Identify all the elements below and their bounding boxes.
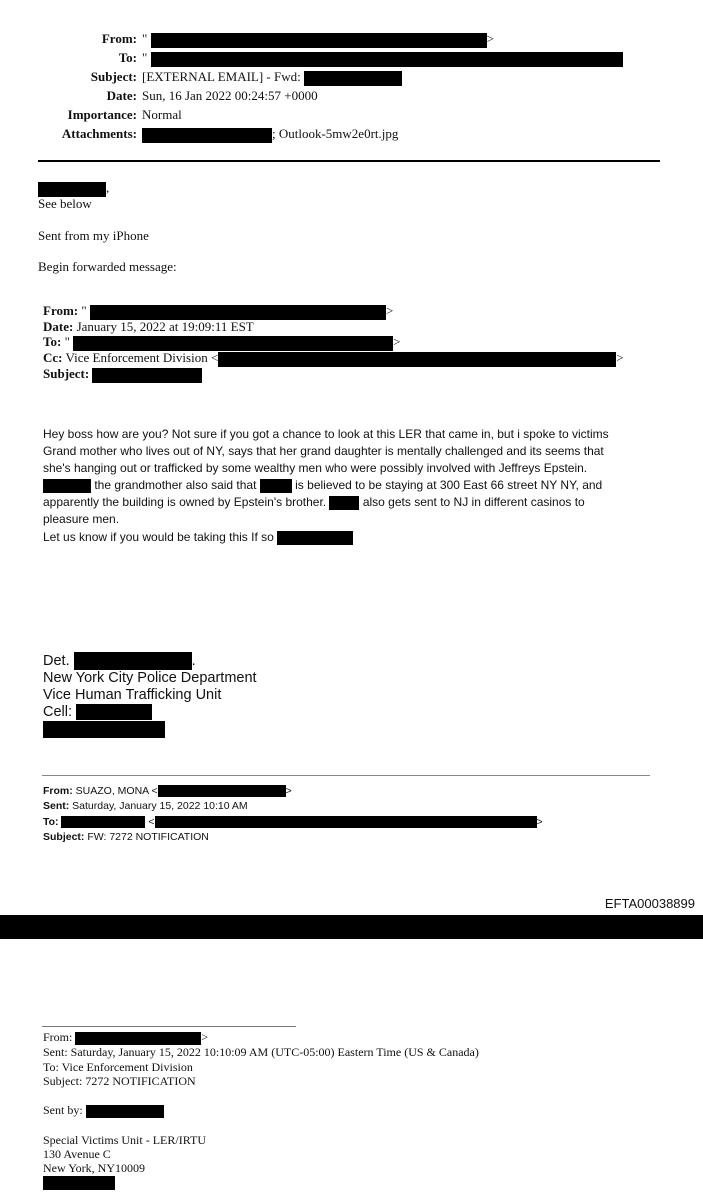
redaction (304, 71, 402, 86)
email3-sent (43, 800, 248, 812)
email4-address1: 130 Avenue C (43, 1147, 111, 1161)
fwd-subject-label: Subject: (43, 366, 90, 381)
subject-label: Subject: (90, 69, 137, 84)
fwd-date-label: Date: (43, 319, 74, 334)
body-text: apparently the building is owned by Epstein's brother. (43, 495, 327, 509)
to-quote: " (142, 50, 148, 65)
email4-from: From: > (43, 1030, 209, 1044)
sig-unit: Vice Human Trafficking Unit (43, 687, 222, 703)
email3-sent-value: Saturday, January 15, 2022 10:10 AM (72, 800, 248, 812)
redaction (76, 704, 152, 720)
body-line: Grand mother who lives out of NY, says that her grand daughter is mentally challenged and its seems that (43, 444, 604, 458)
body-text: also gets sent to NJ in different casinos to (362, 495, 585, 509)
body-line: she's hanging out or trafficked by some wealthy men who were possibly involved with Jeffreys Epstein. (43, 461, 588, 475)
fwd-date (43, 319, 254, 335)
attachments-label: Attachments: (61, 126, 137, 141)
email3-from-label: From: (43, 785, 73, 797)
body-line: Hey boss how are you? Not sure if you got a chance to look at this LER that came in, but i spoke to victims (43, 427, 609, 441)
email4-sent: Sent: Saturday, January 15, 2022 10:10:09 AM (UTC-05:00) Eastern Time (US & Canada) (43, 1045, 479, 1059)
fwd-subject (43, 366, 202, 383)
importance-value: Normal (142, 107, 182, 122)
fwd-cc: Cc: Vice Enforcement Division < > (43, 350, 624, 365)
header-divider (38, 160, 660, 162)
fwd-to-label: To: (43, 334, 62, 349)
redaction (43, 721, 165, 738)
redaction (38, 182, 106, 197)
from-label: From: (101, 31, 137, 46)
sig-cell-label: Cell: (43, 704, 73, 720)
redaction (92, 368, 202, 383)
body-line (43, 495, 585, 510)
body-line (43, 530, 353, 545)
redaction (73, 336, 393, 351)
redaction (75, 1032, 201, 1045)
date-value: Sun, 16 Jan 2022 00:24:57 +0000 (142, 88, 318, 103)
email4-sent-by (43, 1103, 164, 1118)
fwd-from: From: " > (43, 303, 394, 318)
redaction (142, 128, 272, 143)
email3-subject (43, 831, 209, 843)
email3-subject-label: Subject: (43, 831, 85, 843)
email4-from-label: From: (43, 1030, 73, 1044)
body-text: is believed to be staying at 300 East 66 street NY NY, and (295, 478, 603, 492)
redaction (61, 816, 145, 828)
sent-from: Sent from my iPhone (38, 228, 149, 243)
email4-address2: New York, NY10009 (43, 1161, 146, 1175)
redaction (158, 785, 286, 797)
begin-forwarded: Begin forwarded message: (38, 259, 177, 274)
redaction (155, 816, 537, 828)
email3-to-label: To: (43, 816, 59, 828)
fwd-from-label: From: (43, 303, 79, 318)
sig-name: Det. . (43, 652, 196, 669)
attachments-value (142, 126, 398, 143)
divider (42, 775, 650, 776)
email4-subject: Subject: 7272 NOTIFICATION (43, 1074, 196, 1088)
fwd-from-quote: " (81, 303, 87, 318)
importance-label: Importance: (67, 107, 137, 122)
from-quote: " (142, 31, 148, 46)
body-text: Let us know if you would be taking this If so (43, 530, 274, 544)
email3-from-value: SUAZO, MONA < (75, 785, 158, 797)
redaction (218, 352, 616, 367)
to-label: To: (118, 50, 137, 65)
subject-text: [EXTERNAL EMAIL] - Fwd: (142, 69, 301, 84)
sig-cell (43, 704, 152, 720)
from-value: " > (142, 31, 494, 46)
redaction (43, 1176, 115, 1190)
email4-unit: Special Victims Unit - LER/IRTU (43, 1133, 206, 1147)
divider (42, 1026, 296, 1027)
redaction (277, 531, 353, 545)
fwd-to-quote: " (64, 334, 70, 349)
to-value (142, 50, 623, 67)
greeting: , (38, 180, 109, 197)
subject-value (142, 69, 402, 86)
redaction (86, 1105, 164, 1118)
email4-sent-by-label: Sent by: (43, 1103, 83, 1117)
fwd-cc-label: Cc: (43, 350, 63, 365)
date-label: Date: (106, 88, 137, 103)
email3-subject-value: FW: 7272 NOTIFICATION (87, 831, 209, 843)
sig-department: New York City Police Department (43, 670, 257, 686)
body-line (43, 478, 602, 493)
email3-from: From: SUAZO, MONA < > (43, 785, 292, 797)
page-break-bar (0, 915, 703, 939)
email3-to: To: < > (43, 816, 543, 828)
email4-to: To: Vice Enforcement Division (43, 1060, 193, 1074)
redaction (151, 52, 623, 67)
redaction (151, 33, 487, 48)
redaction (260, 479, 292, 493)
page-id: EFTA00038899 (604, 896, 695, 911)
redaction (329, 496, 359, 510)
redaction (90, 305, 386, 320)
email3-sent-label: Sent: (43, 800, 70, 812)
body-text: the grandmother also said that (94, 478, 257, 492)
see-below: See below (38, 196, 92, 211)
redaction (43, 479, 91, 493)
fwd-date-value: January 15, 2022 at 19:09:11 EST (76, 319, 254, 334)
attachment-filename: ; Outlook-5mw2e0rt.jpg (272, 126, 399, 141)
sig-title: Det. (43, 652, 70, 669)
body-line: pleasure men. (43, 512, 120, 526)
fwd-to: To: " > (43, 334, 401, 349)
redaction (74, 652, 192, 670)
fwd-cc-value: Vice Enforcement Division < (65, 350, 219, 365)
